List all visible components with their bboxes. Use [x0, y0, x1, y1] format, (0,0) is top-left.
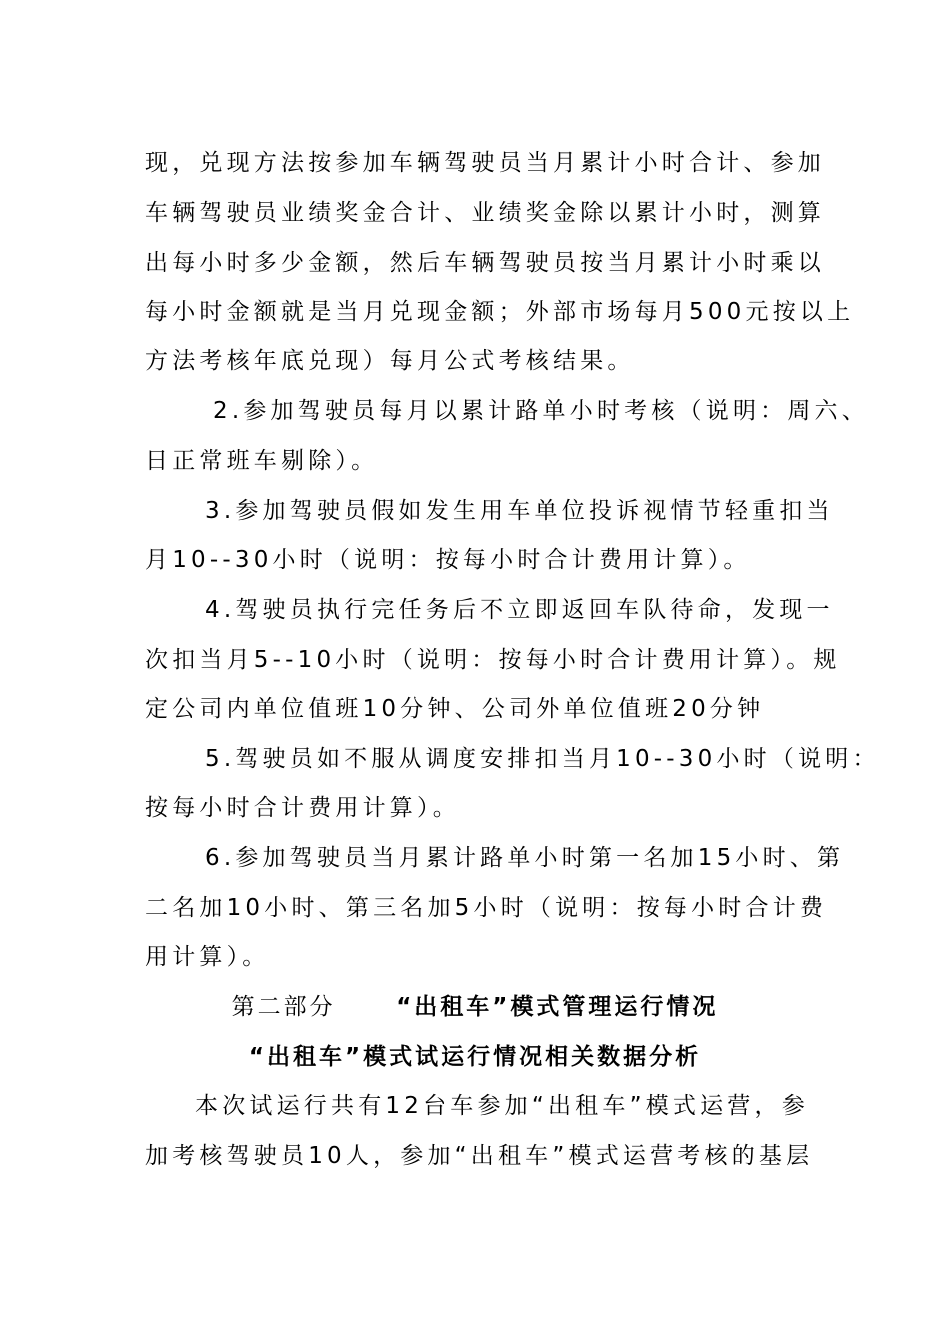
- paragraph-line: 用计算）。: [145, 944, 270, 970]
- paragraph-line: 按每小时合计费用计算）。: [145, 795, 460, 821]
- subheading: “出租车”模式试运行情况相关数据分析: [248, 1044, 702, 1070]
- section-title: “出租车”模式管理运行情况: [396, 994, 719, 1020]
- paragraph-line: 方法考核年底兑现）每月公式考核结果。: [145, 348, 635, 374]
- paragraph-line: 次扣当月5--10小时（说明：按每小时合计费用计算）。规: [145, 647, 841, 673]
- list-item-6: 6.参加驾驶员当月累计路单小时第一名加15小时、第: [205, 845, 845, 871]
- paragraph-line: 二名加10小时、第三名加5小时（说明：按每小时合计费: [145, 895, 828, 921]
- paragraph-line: 定公司内单位值班10分钟、公司外单位值班20分钟: [145, 696, 765, 722]
- paragraph-line: 日正常班车剔除）。: [145, 448, 379, 474]
- paragraph-line: 加考核驾驶员10人，参加“出租车”模式运营考核的基层: [145, 1143, 814, 1169]
- list-item-4: 4.驾驶员执行完任务后不立即返回车队待命，发现一: [205, 597, 834, 623]
- section-part-label: 第二部分: [231, 994, 336, 1020]
- list-item-3: 3.参加驾驶员假如发生用车单位投诉视情节轻重扣当: [205, 498, 834, 524]
- paragraph-line: 现，兑现方法按参加车辆驾驶员当月累计小时合计、参加: [145, 150, 825, 176]
- paragraph-line: 车辆驾驶员业绩奖金合计、业绩奖金除以累计小时，测算: [145, 200, 825, 226]
- paragraph-line: 出每小时多少金额，然后车辆驾驶员按当月累计小时乘以: [145, 250, 825, 276]
- list-item-2: 2.参加驾驶员每月以累计路单小时考核（说明：周六、: [213, 398, 869, 424]
- list-item-5: 5.驾驶员如不服从调度安排扣当月10--30小时（说明：: [205, 746, 880, 772]
- paragraph-line: 每小时金额就是当月兑现金额；外部市场每月500元按以上: [145, 299, 855, 325]
- paragraph-line: 本次试运行共有12台车参加“出租车”模式运营，参: [195, 1093, 809, 1119]
- section-heading: [0, 992, 950, 1022]
- paragraph-line: 月10--30小时（说明：按每小时合计费用计算）。: [145, 547, 751, 573]
